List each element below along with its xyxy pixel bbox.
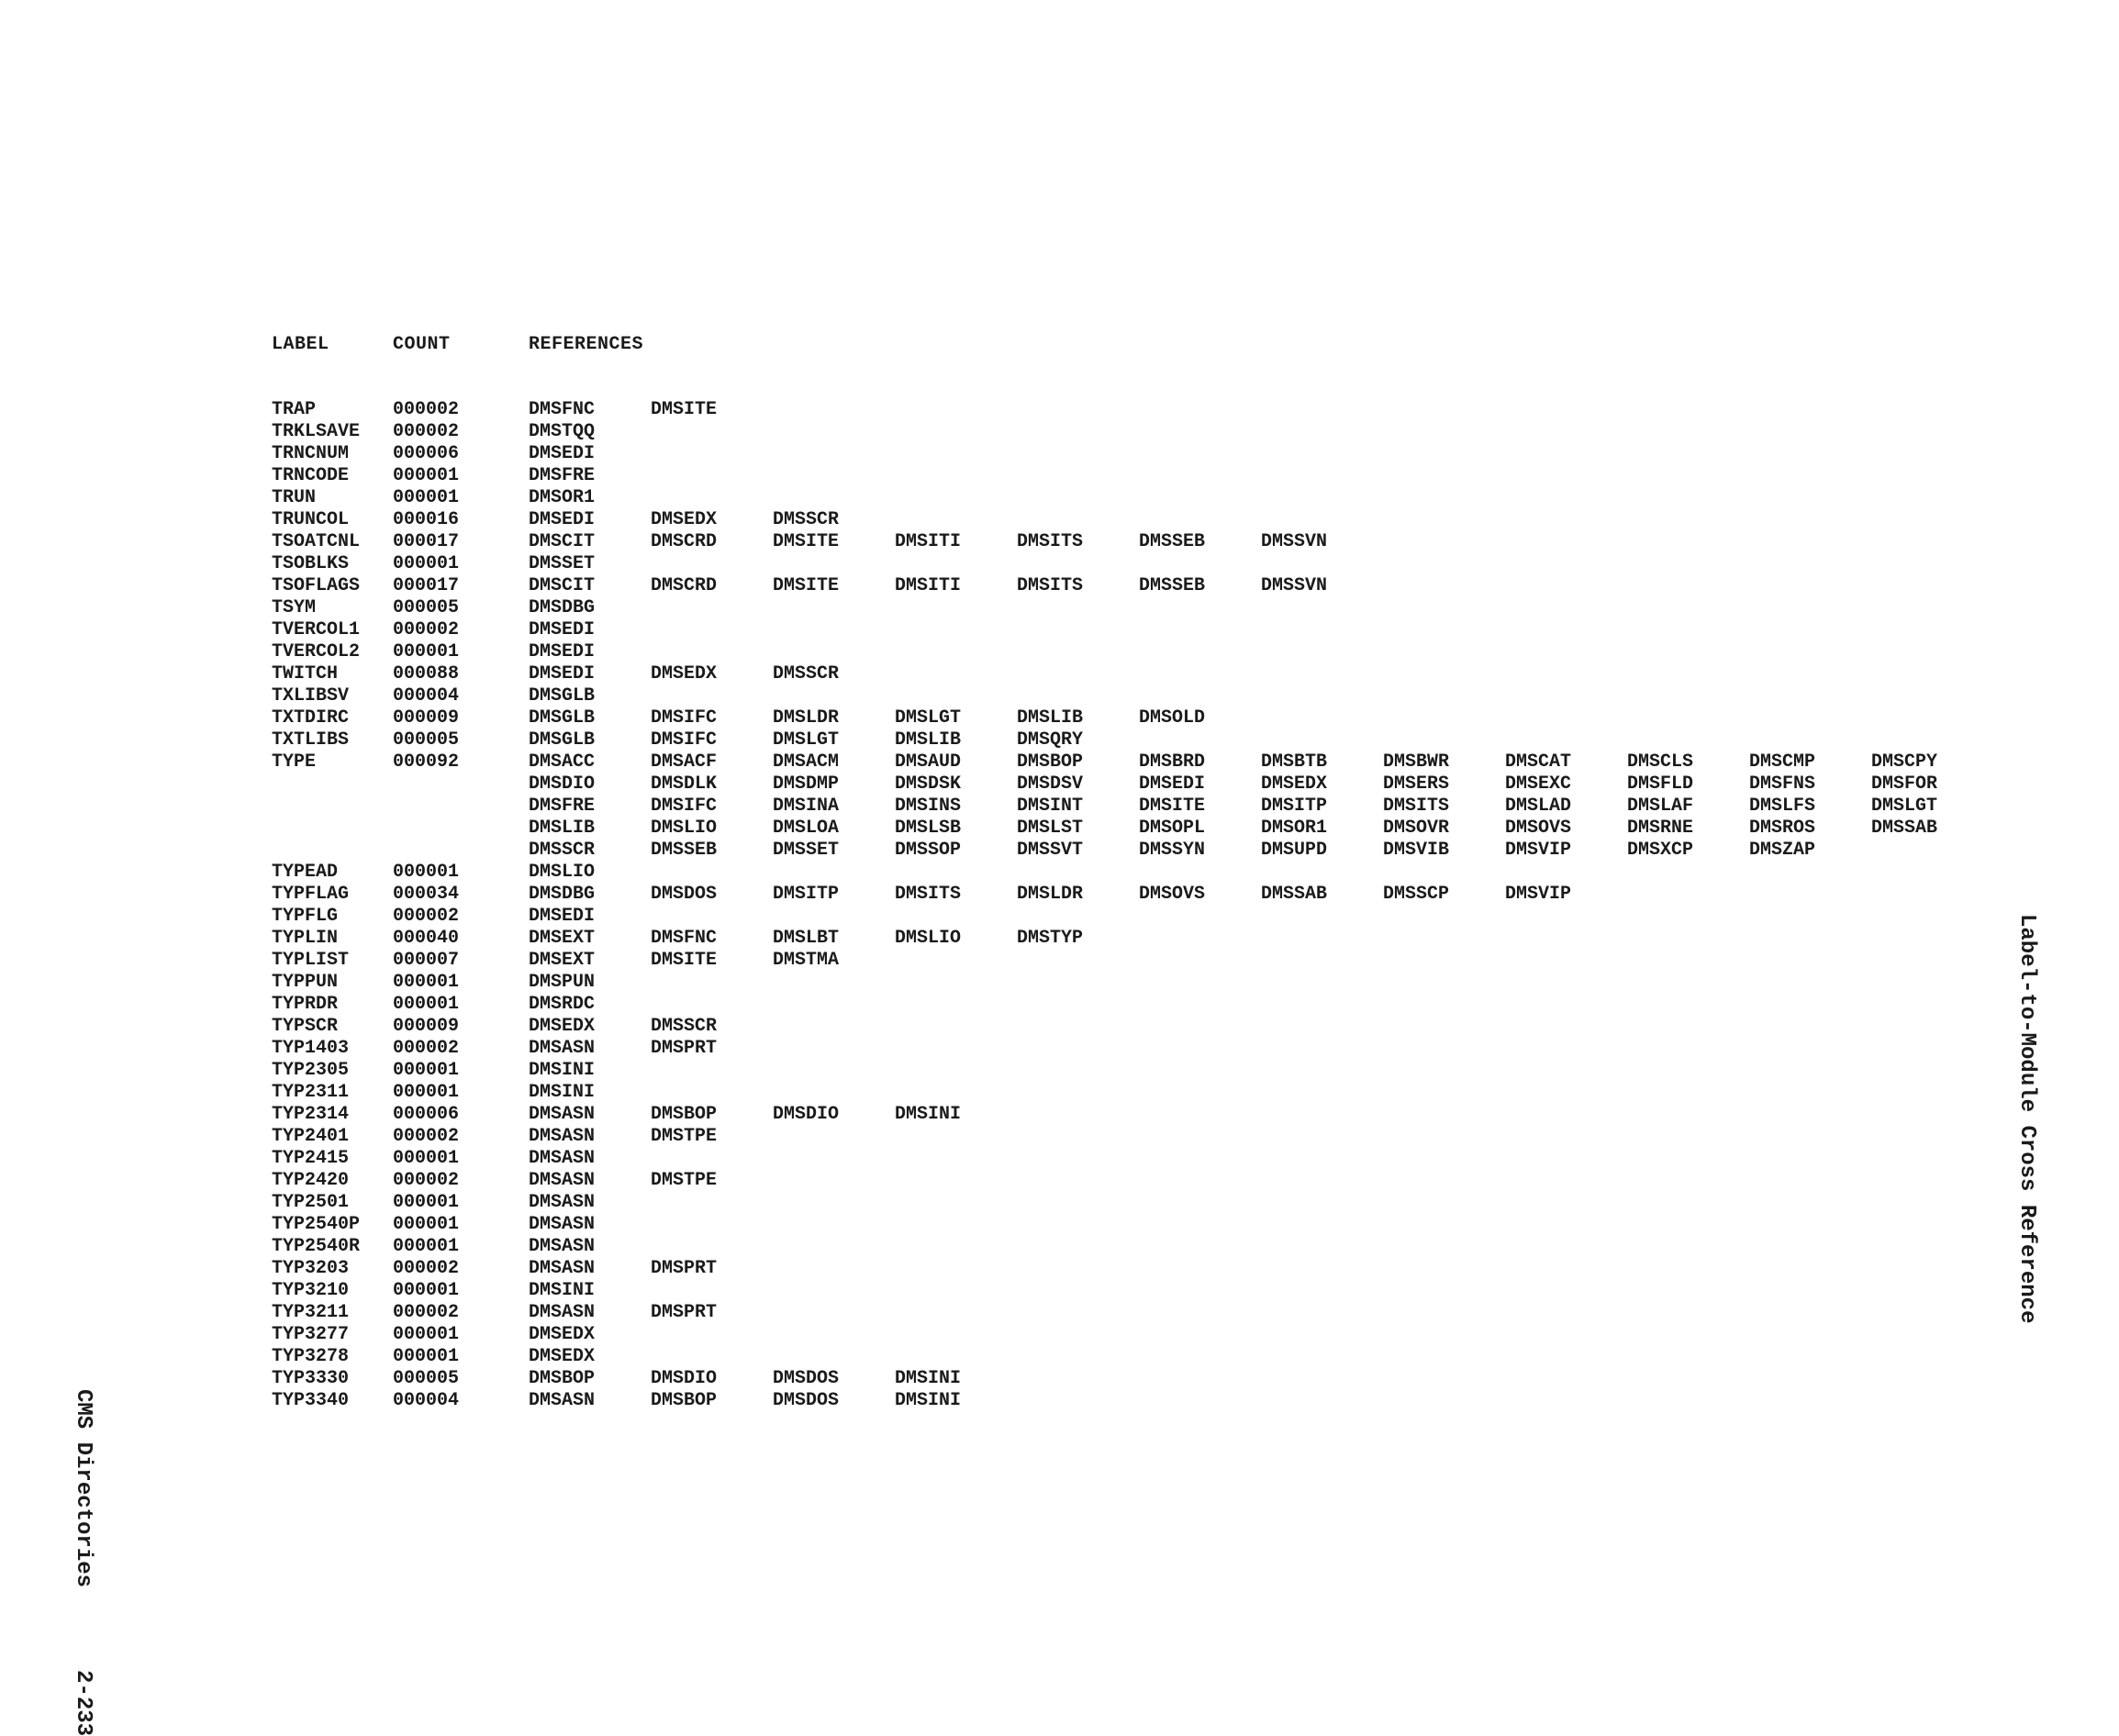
table-row: [272, 1104, 2015, 1126]
module-reference: DMSASN: [529, 1148, 596, 1169]
module-reference: DMSCIT: [529, 575, 596, 596]
row-label: TRUN: [272, 487, 317, 508]
module-reference: DMSASN: [529, 1214, 596, 1235]
row-count: 000001: [393, 1148, 460, 1169]
module-reference: DMSQRY: [1017, 729, 1084, 751]
module-reference: DMSLIB: [1017, 707, 1084, 729]
table-row: [272, 1060, 2015, 1082]
module-reference: DMSACF: [651, 751, 718, 773]
module-reference: DMSDSV: [1017, 773, 1084, 795]
row-label: TSOFLAGS: [272, 575, 361, 596]
row-count: 000001: [393, 1192, 460, 1213]
module-reference: DMSPRT: [651, 1038, 718, 1059]
row-count: 000005: [393, 729, 460, 751]
module-reference: DMSEDX: [651, 663, 718, 684]
row-label: TYPFLAG: [272, 884, 350, 905]
module-reference: DMSINA: [773, 796, 840, 817]
table-row: [272, 707, 2015, 729]
module-reference: DMSITE: [773, 575, 840, 596]
table-row: [272, 487, 2015, 509]
module-reference: DMSLIB: [895, 729, 962, 751]
row-count: 000002: [393, 421, 460, 442]
module-reference: DMSSCR: [651, 1016, 718, 1037]
module-reference: DMSIFC: [651, 796, 718, 817]
row-label: TYP2420: [272, 1170, 350, 1191]
table-row: [272, 1192, 2015, 1214]
module-reference: DMSBTB: [1261, 751, 1328, 773]
module-reference: DMSFRE: [529, 796, 596, 817]
table-row: [272, 685, 2015, 707]
row-count: 000002: [393, 1258, 460, 1279]
module-reference: DMSDIO: [651, 1368, 718, 1389]
module-reference: DMSACM: [773, 751, 840, 773]
module-reference: DMSOVS: [1505, 818, 1572, 839]
row-count: 000001: [393, 641, 460, 662]
module-reference: DMSDBG: [529, 884, 596, 905]
module-reference: DMSACC: [529, 751, 596, 773]
row-label: TYP2540R: [272, 1236, 361, 1257]
module-reference: DMSASN: [529, 1170, 596, 1191]
row-label: TYP3278: [272, 1346, 350, 1367]
row-label: TYPSCR: [272, 1016, 339, 1037]
row-label: TYPEAD: [272, 862, 339, 883]
row-label: TVERCOL1: [272, 619, 361, 640]
module-reference: DMSEDI: [529, 443, 596, 464]
module-reference: DMSFLD: [1627, 773, 1694, 795]
table-row: [272, 906, 2015, 928]
module-reference: DMSTPE: [651, 1170, 718, 1191]
row-count: 000001: [393, 994, 460, 1015]
table-row: [272, 531, 2015, 553]
row-count: 000009: [393, 1016, 460, 1037]
module-reference: DMSLIO: [651, 818, 718, 839]
module-reference: DMSINI: [895, 1390, 962, 1411]
module-reference: DMSBOP: [651, 1390, 718, 1411]
module-reference: DMSOLD: [1139, 707, 1206, 729]
row-count: 000001: [393, 1236, 460, 1257]
row-label: TYPPUN: [272, 972, 339, 993]
module-reference: DMSITI: [895, 531, 962, 552]
module-reference: DMSZAP: [1749, 840, 1816, 861]
row-count: 000088: [393, 663, 460, 684]
table-row: [272, 1082, 2015, 1104]
module-reference: DMSLIO: [895, 928, 962, 949]
table-row: [272, 818, 2015, 840]
table-row: [272, 1302, 2015, 1324]
module-reference: DMSCAT: [1505, 751, 1572, 773]
row-count: 000001: [393, 1060, 460, 1081]
module-reference: DMSSYN: [1139, 840, 1206, 861]
section-title: CMS Directories: [71, 1389, 95, 1588]
table-row: [272, 1346, 2015, 1368]
module-reference: DMSFOR: [1871, 773, 1938, 795]
module-reference: DMSEDX: [529, 1016, 596, 1037]
column-header-label: LABEL: [272, 334, 329, 355]
table-row: [272, 729, 2015, 751]
module-reference: DMSCIT: [529, 531, 596, 552]
module-reference: DMSSCR: [773, 663, 840, 684]
module-reference: DMSEDI: [529, 641, 596, 662]
row-label: TYP3277: [272, 1324, 350, 1345]
module-reference: DMSSVN: [1261, 575, 1328, 596]
module-reference: DMSLST: [1017, 818, 1084, 839]
row-label: TYP3340: [272, 1390, 350, 1411]
module-reference: DMSLAD: [1505, 796, 1572, 817]
module-reference: DMSSAB: [1261, 884, 1328, 905]
row-count: 000001: [393, 487, 460, 508]
module-reference: DMSEXC: [1505, 773, 1572, 795]
module-reference: DMSVIP: [1505, 840, 1572, 861]
row-label: TXLIBSV: [272, 685, 350, 707]
module-reference: DMSFRE: [529, 465, 596, 486]
table-row: [272, 840, 2015, 862]
module-reference: DMSOVR: [1383, 818, 1450, 839]
module-reference: DMSINI: [529, 1060, 596, 1081]
module-reference: DMSINI: [529, 1280, 596, 1301]
module-reference: DMSGLB: [529, 685, 596, 707]
module-reference: DMSDOS: [773, 1390, 840, 1411]
module-reference: DMSITE: [1139, 796, 1206, 817]
table-row: [272, 465, 2015, 487]
row-count: 000001: [393, 465, 460, 486]
module-reference: DMSIFC: [651, 729, 718, 751]
table-row: [272, 1368, 2015, 1390]
module-reference: DMSEDI: [529, 619, 596, 640]
table-row: [272, 553, 2015, 575]
row-label: TWITCH: [272, 663, 339, 684]
table-row: [272, 1390, 2015, 1412]
module-reference: DMSCLS: [1627, 751, 1694, 773]
module-reference: DMSITS: [1017, 575, 1084, 596]
row-label: TYP2501: [272, 1192, 350, 1213]
table-row: [272, 862, 2015, 884]
row-count: 000001: [393, 553, 460, 574]
module-reference: DMSPRT: [651, 1258, 718, 1279]
module-reference: DMSSEB: [1139, 575, 1206, 596]
row-label: TXTDIRC: [272, 707, 350, 729]
module-reference: DMSLDR: [773, 707, 840, 729]
module-reference: DMSLSB: [895, 818, 962, 839]
module-reference: DMSRDC: [529, 994, 596, 1015]
module-reference: DMSDBG: [529, 597, 596, 618]
module-reference: DMSXCP: [1627, 840, 1694, 861]
module-reference: DMSASN: [529, 1236, 596, 1257]
module-reference: DMSGLB: [529, 707, 596, 729]
row-label: TYP2305: [272, 1060, 350, 1081]
row-label: TYPE: [272, 751, 317, 773]
module-reference: DMSLOA: [773, 818, 840, 839]
module-reference: DMSTYP: [1017, 928, 1084, 949]
row-count: 000002: [393, 1302, 460, 1323]
row-label: TYP3203: [272, 1258, 350, 1279]
module-reference: DMSASN: [529, 1258, 596, 1279]
module-reference: DMSITS: [1017, 531, 1084, 552]
module-reference: DMSSET: [529, 553, 596, 574]
module-reference: DMSITE: [651, 399, 718, 420]
row-label: TYP2311: [272, 1082, 350, 1103]
module-reference: DMSDMP: [773, 773, 840, 795]
table-row: [272, 928, 2015, 950]
module-reference: DMSEDI: [529, 906, 596, 927]
row-label: TVERCOL2: [272, 641, 361, 662]
module-reference: DMSITP: [773, 884, 840, 905]
row-count: 000005: [393, 1368, 460, 1389]
module-reference: DMSCPY: [1871, 751, 1938, 773]
table-row: [272, 751, 2015, 773]
module-reference: DMSLIO: [529, 862, 596, 883]
table-row: [272, 972, 2015, 994]
table-row: [272, 796, 2015, 818]
module-reference: DMSITE: [773, 531, 840, 552]
table-row: [272, 1126, 2015, 1148]
module-reference: DMSCRD: [651, 575, 718, 596]
row-label: TRAP: [272, 399, 317, 420]
row-count: 000002: [393, 1126, 460, 1147]
row-label: TYP2314: [272, 1104, 350, 1125]
row-count: 000001: [393, 1324, 460, 1345]
row-label: TRKLSAVE: [272, 421, 361, 442]
module-reference: DMSIFC: [651, 707, 718, 729]
module-reference: DMSCMP: [1749, 751, 1816, 773]
table-row: [272, 575, 2015, 597]
module-reference: DMSSCP: [1383, 884, 1450, 905]
table-row: [272, 399, 2015, 421]
row-label: TYP3330: [272, 1368, 350, 1389]
module-reference: DMSASN: [529, 1038, 596, 1059]
module-reference: DMSITS: [895, 884, 962, 905]
table-row: [272, 597, 2015, 619]
table-row: [272, 619, 2015, 641]
module-reference: DMSROS: [1749, 818, 1816, 839]
table-row: [272, 1016, 2015, 1038]
table-row: [272, 1038, 2015, 1060]
table-row: [272, 509, 2015, 531]
module-reference: DMSSEB: [651, 840, 718, 861]
module-reference: DMSFNC: [651, 928, 718, 949]
table-row: [272, 1236, 2015, 1258]
page-number: 2-233: [71, 1670, 95, 1736]
module-reference: DMSSVT: [1017, 840, 1084, 861]
module-reference: DMSINI: [529, 1082, 596, 1103]
row-label: TYPRDR: [272, 994, 339, 1015]
row-count: 000001: [393, 1346, 460, 1367]
module-reference: DMSSET: [773, 840, 840, 861]
row-label: TRNCODE: [272, 465, 350, 486]
row-count: 000009: [393, 707, 460, 729]
table-row: [272, 1214, 2015, 1236]
module-reference: DMSBOP: [1017, 751, 1084, 773]
module-reference: DMSERS: [1383, 773, 1450, 795]
column-header-count: COUNT: [393, 334, 451, 355]
table-row: [272, 421, 2015, 443]
row-label: TXTLIBS: [272, 729, 350, 751]
module-reference: DMSTPE: [651, 1126, 718, 1147]
row-label: TYP3211: [272, 1302, 350, 1323]
row-count: 000006: [393, 1104, 460, 1125]
row-label: TYPLIN: [272, 928, 339, 949]
module-reference: DMSUPD: [1261, 840, 1328, 861]
module-reference: DMSCRD: [651, 531, 718, 552]
chapter-title: Label-to-Module Cross Reference: [2014, 914, 2039, 1324]
module-reference: DMSSOP: [895, 840, 962, 861]
module-reference: DMSASN: [529, 1192, 596, 1213]
module-reference: DMSINI: [895, 1104, 962, 1125]
module-reference: DMSRNE: [1627, 818, 1694, 839]
module-reference: DMSASN: [529, 1126, 596, 1147]
module-reference: DMSITE: [651, 950, 718, 971]
module-reference: DMSPRT: [651, 1302, 718, 1323]
module-reference: DMSOR1: [529, 487, 596, 508]
module-reference: DMSVIP: [1505, 884, 1572, 905]
module-reference: DMSEDX: [1261, 773, 1328, 795]
module-reference: DMSLAF: [1627, 796, 1694, 817]
table-row: [272, 1258, 2015, 1280]
module-reference: DMSDLK: [651, 773, 718, 795]
row-count: 000034: [393, 884, 460, 905]
table-row: [272, 1170, 2015, 1192]
module-reference: DMSEDX: [529, 1324, 596, 1345]
module-reference: DMSTQQ: [529, 421, 596, 442]
module-reference: DMSINT: [1017, 796, 1084, 817]
module-reference: DMSBWR: [1383, 751, 1450, 773]
module-reference: DMSLDR: [1017, 884, 1084, 905]
module-reference: DMSASN: [529, 1390, 596, 1411]
module-reference: DMSEDI: [1139, 773, 1206, 795]
row-count: 000006: [393, 443, 460, 464]
module-reference: DMSLBT: [773, 928, 840, 949]
row-count: 000001: [393, 1280, 460, 1301]
module-reference: DMSEDI: [529, 509, 596, 530]
module-reference: DMSTMA: [773, 950, 840, 971]
module-reference: DMSLGT: [1871, 796, 1938, 817]
module-reference: DMSGLB: [529, 729, 596, 751]
row-count: 000017: [393, 575, 460, 596]
table-row: [272, 641, 2015, 663]
module-reference: DMSEXT: [529, 928, 596, 949]
table-row: [272, 773, 2015, 796]
module-reference: DMSEDX: [651, 509, 718, 530]
row-label: TYP1403: [272, 1038, 350, 1059]
table-row: [272, 1148, 2015, 1170]
row-label: TSOATCNL: [272, 531, 361, 552]
module-reference: DMSEXT: [529, 950, 596, 971]
row-label: TYP2540P: [272, 1214, 361, 1235]
module-reference: DMSSEB: [1139, 531, 1206, 552]
module-reference: DMSOVS: [1139, 884, 1206, 905]
row-count: 000004: [393, 685, 460, 707]
row-label: TRUNCOL: [272, 509, 350, 530]
row-label: TYP2415: [272, 1148, 350, 1169]
module-reference: DMSSVN: [1261, 531, 1328, 552]
row-label: TYP3210: [272, 1280, 350, 1301]
module-reference: DMSLFS: [1749, 796, 1816, 817]
row-label: TYPFLG: [272, 906, 339, 927]
module-reference: DMSVIB: [1383, 840, 1450, 861]
side-caption-left: [71, 1389, 95, 1736]
module-reference: DMSSCR: [529, 840, 596, 861]
row-count: 000092: [393, 751, 460, 773]
module-reference: DMSEDI: [529, 663, 596, 684]
table-row: [272, 1324, 2015, 1346]
row-label: TRNCNUM: [272, 443, 350, 464]
module-reference: DMSDOS: [651, 884, 718, 905]
module-reference: DMSINS: [895, 796, 962, 817]
table-row: [272, 1280, 2015, 1302]
row-count: 000002: [393, 399, 460, 420]
row-count: 000001: [393, 862, 460, 883]
row-count: 000017: [393, 531, 460, 552]
row-count: 000004: [393, 1390, 460, 1411]
row-count: 000002: [393, 1170, 460, 1191]
module-reference: DMSPUN: [529, 972, 596, 993]
module-reference: DMSINI: [895, 1368, 962, 1389]
module-reference: DMSLIB: [529, 818, 596, 839]
row-count: 000005: [393, 597, 460, 618]
module-reference: DMSAUD: [895, 751, 962, 773]
module-reference: DMSASN: [529, 1104, 596, 1125]
module-reference: DMSOPL: [1139, 818, 1206, 839]
row-count: 000001: [393, 972, 460, 993]
module-reference: DMSDIO: [773, 1104, 840, 1125]
module-reference: DMSLGT: [773, 729, 840, 751]
module-reference: DMSSCR: [773, 509, 840, 530]
row-count: 000001: [393, 1082, 460, 1103]
row-count: 000007: [393, 950, 460, 971]
module-reference: DMSBRD: [1139, 751, 1206, 773]
row-label: TSOBLKS: [272, 553, 350, 574]
module-reference: DMSASN: [529, 1302, 596, 1323]
table-row: [272, 884, 2015, 906]
module-reference: DMSOR1: [1261, 818, 1328, 839]
module-reference: DMSDSK: [895, 773, 962, 795]
row-label: TSYM: [272, 597, 317, 618]
module-reference: DMSFNC: [529, 399, 596, 420]
module-reference: DMSBOP: [529, 1368, 596, 1389]
module-reference: DMSDIO: [529, 773, 596, 795]
row-count: 000040: [393, 928, 460, 949]
module-reference: DMSBOP: [651, 1104, 718, 1125]
table-row: [272, 950, 2015, 972]
module-reference: DMSFNS: [1749, 773, 1816, 795]
module-reference: DMSSAB: [1871, 818, 1938, 839]
row-count: 000001: [393, 1214, 460, 1235]
cross-reference-table: [272, 399, 2015, 1412]
side-caption-right: [2014, 914, 2039, 1323]
row-count: 000002: [393, 906, 460, 927]
row-count: 000016: [393, 509, 460, 530]
module-reference: DMSEDX: [529, 1346, 596, 1367]
row-count: 000002: [393, 1038, 460, 1059]
row-count: 000002: [393, 619, 460, 640]
row-label: TYPLIST: [272, 950, 350, 971]
row-label: TYP2401: [272, 1126, 350, 1147]
table-row: [272, 994, 2015, 1016]
module-reference: DMSITS: [1383, 796, 1450, 817]
column-header-references: REFERENCES: [529, 334, 644, 355]
module-reference: DMSITI: [895, 575, 962, 596]
module-reference: DMSDOS: [773, 1368, 840, 1389]
table-row: [272, 443, 2015, 465]
module-reference: DMSITP: [1261, 796, 1328, 817]
table-row: [272, 663, 2015, 685]
module-reference: DMSLGT: [895, 707, 962, 729]
